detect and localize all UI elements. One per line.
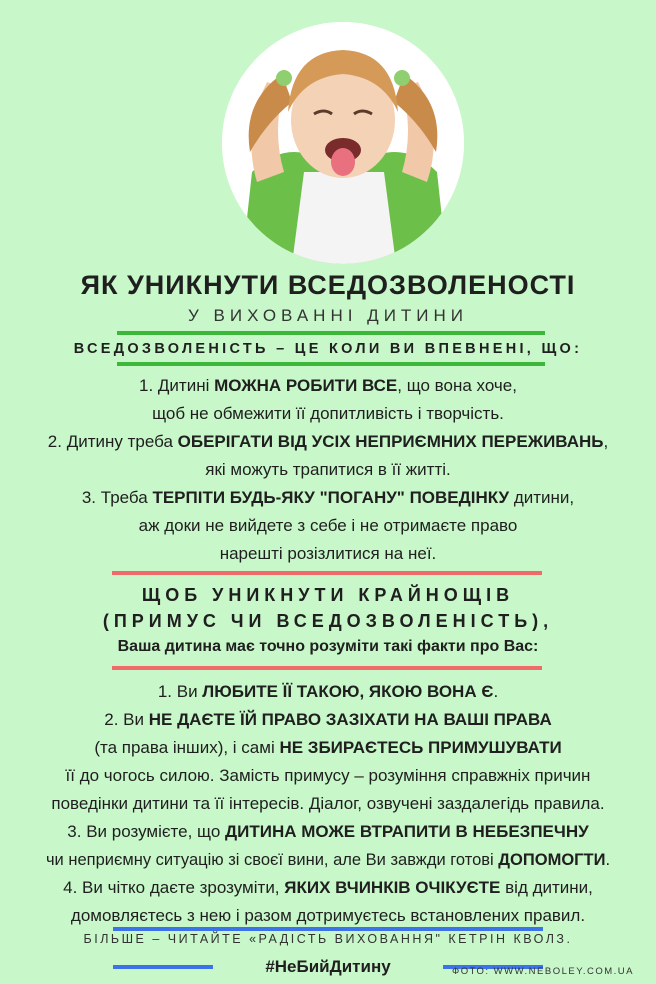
photo-credit: ФОТО: WWW.NEBOLEY.COM.UA [452,966,634,977]
child-illustration [222,22,464,264]
fact-3-line2: чи неприємну ситуацію зі своєї вини, але Ви завжди готові ДОПОМОГТИ. [45,851,611,869]
fact-2: 2. Ви НЕ ДАЄТЕ ЇЙ ПРАВО ЗАЗІХАТИ НА ВАШІ ПРАВА [104,710,552,729]
definition-lead: ВСЕДОЗВОЛЕНІСТЬ – ЦЕ КОЛИ ВИ ВПЕВНЕНІ, ЩО: [73,341,583,357]
page-subtitle: У ВИХОВАННІ ДИТИНИ [187,306,469,325]
fact-4: 4. Ви чітко даєте зрозуміти, ЯКИХ ВЧИНКІВ ОЧІКУЄТЕ від дитини, [63,878,593,897]
definition-list [0,372,656,568]
fact-2-line2: (та права інших), і самі НЕ ЗБИРАЄТЕСЬ ПРИМУШУВАТИ [94,738,562,757]
child-photo [222,22,464,264]
hashtag: #НеБийДитину [265,957,391,976]
definition-item-1-line2: щоб не обмежити її допитливість і творчість. [152,404,504,423]
facts-list [0,678,656,930]
definition-item-3-line3: нарешті розізлитися на неї. [219,544,437,563]
page-title: ЯК УНИКНУТИ ВСЕДОЗВОЛЕНОСТІ [80,270,576,300]
extremes-heading-1: ЩОБ УНИКНУТИ КРАЙНОЩІВ [141,585,515,605]
definition-item-2: 2. Дитину треба ОБЕРІГАТИ ВІД УСІХ НЕПРИЄМНИХ ПЕРЕЖИВАНЬ, [47,432,609,451]
definition-item-3-line2: аж доки не вийдете з себе і не отримаєте право [138,516,518,535]
definition-item-2-line2: які можуть трапитися в її житті. [205,460,451,479]
definition-item-3: 3. Треба ТЕРПІТИ БУДЬ-ЯКУ "ПОГАНУ" ПОВЕДІНКУ дитини, [81,488,575,507]
extremes-heading-2: (ПРИМУС ЧИ ВСЕДОЗВОЛЕНІСТЬ), [102,611,554,631]
definition-item-1: 1. Дитині МОЖНА РОБИТИ ВСЕ, що вона хоче, [139,376,517,395]
fact-2-line4: поведінки дитини та її інтересів. Діалог, озвучені заздалегідь правила. [51,794,605,813]
divider-green-bottom [117,362,545,366]
fact-4-line2: домовляєтесь з нею і разом дотримуєтесь встановлених правил. [70,906,586,925]
divider-green-top [117,331,545,335]
fact-1: 1. Ви ЛЮБИТЕ ЇЇ ТАКОЮ, ЯКОЮ ВОНА Є. [157,682,499,701]
divider-blue-top [113,927,543,931]
fact-3: 3. Ви розумієте, що ДИТИНА МОЖЕ ВТРАПИТИ В НЕБЕЗПЕЧНУ [67,822,589,841]
fact-2-line3: її до чогось силою. Замість примусу – розуміння справжніх причин [65,766,591,785]
divider-red-bottom [112,666,542,670]
extremes-subheading: Ваша дитина має точно розуміти такі факти про Вас: [117,638,539,655]
read-more-note: БІЛЬШЕ – ЧИТАЙТЕ «РАДІСТЬ ВИХОВАННЯ" КЕТРІН КВОЛЗ. [83,932,573,946]
divider-red-top [112,571,542,575]
